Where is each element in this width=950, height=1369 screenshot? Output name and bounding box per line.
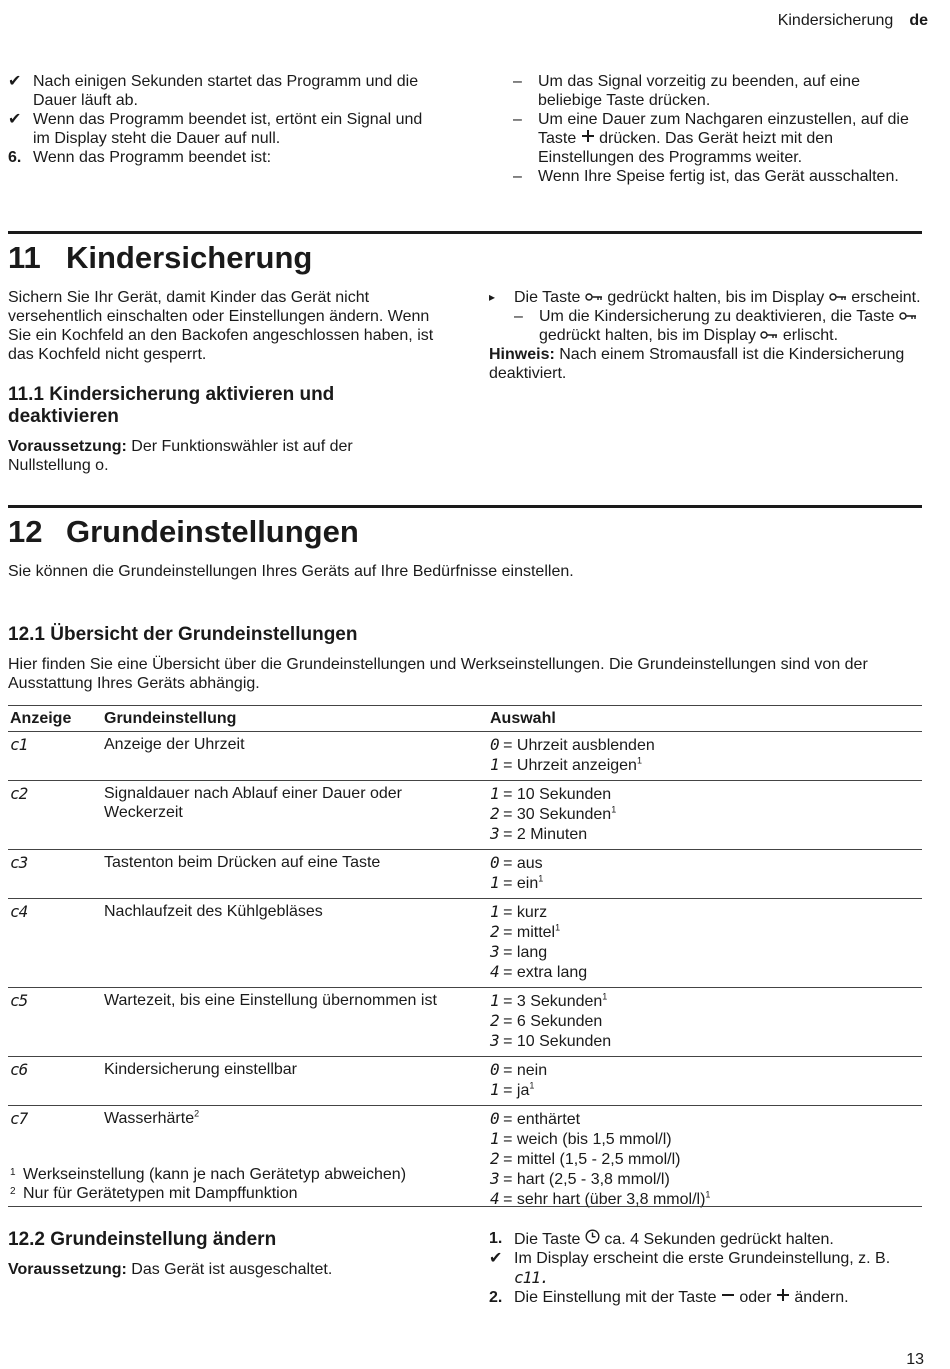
option: 3 = 2 Minuten [490,824,588,843]
subsection-heading-11-1: 11.1 Kindersicherung aktivieren und deaktivieren [8,384,335,427]
table-row [8,988,922,1057]
option: 1 = kurz [490,902,548,921]
option: $1 = ja^1$ [490,1080,535,1099]
section-heading-11: 11 Kindersicherung [8,240,313,275]
setting-name: Signaldauer nach Ablauf einer Dauer oder Weckerzeit [104,785,402,821]
option: 3 = 10 Sekunden [490,1031,612,1050]
display-code: c6 [10,1060,28,1079]
instruction-step: ▸ Die Taste gedrückt halten, bis im Display erscheint. [489,289,921,306]
top-right-column [513,72,923,186]
option: 4 = sehr hart (über 3,8 mmol/l)$^1$ [490,1189,711,1208]
list-item: ✔ Wenn das Programm beendet ist, ertönt ein Signal und im Display steht die Dauer auf null. [8,111,423,147]
option: 0 = Uhrzeit ausblenden [490,735,655,754]
list-item: – Wenn Ihre Speise fertig ist, das Gerät ausschalten. [513,168,899,185]
instruction-result: ✔ Im Display erscheint die erste Grundeinstellung, z. B. c11. [489,1250,891,1287]
option: 4 = extra lang [490,962,588,981]
key-icon [760,326,778,345]
top-left-column [8,72,443,167]
setting-name: Kindersicherung einstellbar [104,1061,297,1078]
page-number: 13 [906,1351,924,1368]
footnote: 1 Werkseinstellung (kann je nach Gerätetyp abweichen) [10,1166,407,1183]
option: 0 = nein [490,1060,548,1079]
subsection-text: Hier finden Sie eine Übersicht über die Grundeinstellungen und Werkseinstellungen. Die Grundeinstellungen sind von der Ausstattung Ihres Geräts abhängig. [8,656,868,692]
section-divider [8,231,922,234]
setting-name: Wartezeit, bis eine Einstellung übernommen ist [104,992,437,1009]
prerequisite: Voraussetzung: Das Gerät ist ausgeschaltet. [8,1261,333,1278]
key-icon [899,307,917,326]
instruction-substep: – Um die Kindersicherung zu deaktivieren, die Taste gedrückt halten, bis im Display erlischt. [514,307,922,345]
prerequisite: Voraussetzung: Der Funktionswähler ist auf der Nullstellung o. [8,438,353,474]
clock-icon [585,1229,600,1249]
header-language: de [909,12,928,29]
check-icon: ✔ [8,111,22,128]
check-icon: ✔ [489,1250,503,1267]
setting-name: Nachlaufzeit des Kühlgebläses [104,903,323,920]
display-code: c3 [10,853,28,872]
option: 1 = 10 Sekunden [490,784,612,803]
option: 0 = enthärtet [490,1109,581,1128]
section-intro: Sie können die Grundeinstellungen Ihres Geräts auf Ihre Bedürfnisse einstellen. [8,563,574,580]
list-item: – Um das Signal vorzeitig zu beenden, auf eine beliebige Taste drücken. [513,73,860,109]
footnote: 2 Nur für Gerätetypen mit Dampffunktion [10,1185,298,1202]
section-intro: Sichern Sie Ihr Gerät, damit Kinder das Gerät nicht versehentlich einschalten oder Einstellungen ändern. Wenn Sie ein Kochfeld an den Backofen angeschlossen haben, ist das Kochfeld nicht gesperrt. [8,289,434,363]
instruction-step: 2. Die Einstellung mit der Taste oder ändern. [489,1289,849,1306]
check-icon: ✔ [8,73,22,90]
column-header: Grundeinstellung [102,706,488,732]
list-item: – Um eine Dauer zum Nachgaren einzustellen, auf die Taste drücken. Das Gerät heizt mit den Einstellungen des Programms weiter. [513,111,909,166]
plus-icon [776,1288,790,1307]
table-footnotes [8,1165,922,1207]
option: 3 = hart (2,5 - 3,8 mmol/l) [490,1169,670,1188]
header-section: Kindersicherung [777,12,894,29]
subsection-heading-12-1: 12.1 Übersicht der Grundeinstellungen [8,624,358,645]
section-divider [8,505,922,508]
table-row [8,732,922,781]
minus-icon [721,1288,735,1307]
option: 1 = weich (bis 1,5 mmol/l) [490,1129,672,1148]
setting-name: Tastenton beim Drücken auf eine Taste [104,854,381,871]
table-header-row [8,706,922,732]
option: 1 = ein$^1$ [490,873,544,892]
section-11-left [8,288,438,475]
table-row: c7 Wasserhärte$^2$ 0 = enthärtet 1 = weich (bis 1,5 mmol/l) 2 = mittel (1,5 - 2,5 mmol/l) 3 = hart (2,5 - 3,8 mmol/l) 4 = sehr hart (über 3,8 mmol/l)$^1$ [8,1106,922,1215]
setting-name: Wasserhärte [104,1110,195,1127]
step-number: 6. [8,149,22,166]
plus-icon [581,129,595,148]
display-code: c5 [10,991,28,1010]
table-row [8,1057,922,1106]
option: 2 = mittel (1,5 - 2,5 mmol/l) [490,1149,681,1168]
option: 1 = Uhrzeit anzeigen$^1$ [490,755,642,774]
option: 0 = aus [490,853,543,872]
section-11-right [489,288,922,383]
list-item: 6. Wenn das Programm beendet ist: [8,149,272,166]
column-header: Auswahl [488,706,922,732]
display-code: c4 [10,902,28,921]
option: 1 = 3 Sekunden$^1$ [490,991,608,1010]
option: 2 = 6 Sekunden [490,1011,603,1030]
list-item: ✔ Nach einigen Sekunden startet das Programm und die Dauer läuft ab. [8,73,419,109]
display-code: c7 [10,1109,28,1128]
setting-name: Anzeige der Uhrzeit [104,736,245,753]
display-code: c2 [10,784,28,803]
key-icon [829,288,847,307]
option: 2 = 30 Sekunden$^1$ [490,804,617,823]
table-row [8,899,922,988]
section-12-2-left [8,1229,438,1279]
key-icon [585,288,603,307]
section-heading-12: 12 Grundeinstellungen [8,514,359,549]
table-row [8,850,922,899]
settings-table [8,705,922,1214]
instruction-step: 1. Die Taste ca. 4 Sekunden gedrückt halten. [489,1230,834,1248]
display-code: c11. [514,1268,549,1287]
display-code: c1 [10,735,28,754]
option: 2 = mittel$^1$ [490,922,561,941]
table-row [8,781,922,850]
option: 3 = lang [490,942,548,961]
column-header: Anzeige [8,706,102,732]
section-12-2-right [489,1229,922,1307]
running-header [778,11,928,30]
note: Hinweis: Nach einem Stromausfall ist die Kindersicherung deaktiviert. [489,346,905,382]
subsection-heading-12-2: 12.2 Grundeinstellung ändern [8,1229,277,1250]
